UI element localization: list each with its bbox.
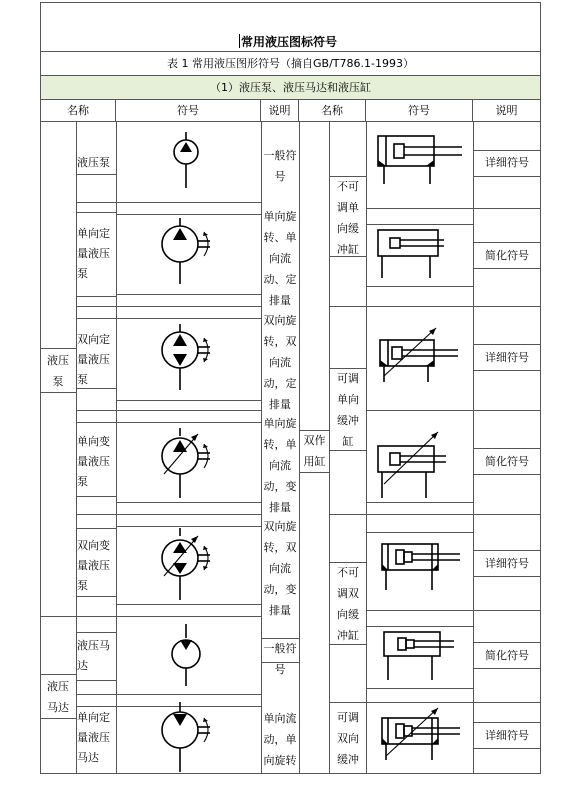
cylinder-adjustable-detailed-icon <box>374 322 466 388</box>
cyl-desc-5: 详细符号 <box>485 557 529 570</box>
item-desc-motor-unidir-fixed: 单向流 动，单 向旋转 <box>263 712 297 767</box>
cylinder-double-adjustable-detailed-icon <box>374 702 466 774</box>
item-name-pump-bidir-fixed: 双向定 量液压 泵 <box>77 333 110 386</box>
cyl-desc-4: 简化符号 <box>485 455 529 468</box>
pump-bidirectional-fixed-icon <box>160 324 230 394</box>
group-label-pump: 液压 泵 <box>47 354 69 388</box>
subgroup-label-adjustable-double-cushion: 可调 双向 缓冲 <box>337 711 359 766</box>
item-desc-pump-general: 一般符 号 <box>263 149 297 183</box>
cylinder-double-detailed-icon <box>374 534 466 594</box>
cylinder-simplified-icon <box>374 226 466 286</box>
item-name-pump-unidir-var: 单向变 量液压 泵 <box>77 435 110 488</box>
subgroup-label-adjustable-single-cushion: 可调 单向 缓冲 缸 <box>337 372 359 448</box>
cylinder-double-simplified-icon <box>374 624 466 684</box>
section-heading: （1）液压泵、液压马达和液压缸 <box>40 76 541 100</box>
cylinder-adjustable-simplified-icon <box>374 426 466 506</box>
motor-general-icon <box>166 624 206 688</box>
motor-unidirectional-fixed-icon <box>160 702 230 772</box>
cyl-desc-2: 简化符号 <box>485 249 529 262</box>
item-name-motor-general: 液压马 达 <box>77 639 110 672</box>
subgroup-label-nonadjustable-double-cushion: 不可 调双 向缓 冲缸 <box>337 566 359 642</box>
table-caption: 表 1 常用液压图形符号（摘自GB/T786.1-1993） <box>40 52 541 76</box>
pump-bidirectional-variable-icon <box>160 524 230 604</box>
header-name-left: 名称 <box>40 100 116 122</box>
item-name-pump-unidir-fixed: 单向定 量液压 泵 <box>77 227 110 280</box>
pump-unidirectional-variable-icon <box>160 424 230 504</box>
cyl-desc-7: 详细符号 <box>485 729 529 742</box>
pump-general-icon <box>166 132 206 192</box>
document-page <box>40 2 541 774</box>
cyl-desc-3: 详细符号 <box>485 351 529 364</box>
header-symbol-left: 符号 <box>116 100 261 122</box>
item-desc-pump-unidir-fixed: 单向旋 转、单 向流 动、定 排量 <box>263 210 297 307</box>
header-desc-left: 说明 <box>261 100 299 122</box>
group-label-double-acting-cylinder: 双作 用缸 <box>303 434 326 468</box>
text-cursor <box>239 34 240 48</box>
cylinder-detailed-icon <box>374 130 466 190</box>
header-desc-right: 说明 <box>473 100 541 122</box>
header-symbol-right: 符号 <box>366 100 473 122</box>
document-title-box <box>40 2 541 52</box>
cyl-desc-6: 简化符号 <box>485 649 529 662</box>
cyl-desc-1: 详细符号 <box>485 156 529 169</box>
item-name-pump-general: 液压泵 <box>77 156 110 169</box>
header-name-right: 名称 <box>299 100 366 122</box>
pump-unidirectional-fixed-icon <box>160 218 230 288</box>
item-name-motor-unidir-fixed: 单向定 量液压 马达 <box>77 711 110 764</box>
group-label-motor: 液压 马达 <box>47 680 69 714</box>
item-name-pump-bidir-var: 双向变 量液压 泵 <box>77 539 110 592</box>
item-desc-pump-bidir-var: 双向旋 转，双 向流 动，变 排量 <box>263 520 297 617</box>
item-desc-pump-bidir-fixed: 双向旋 转，双 向流 动，定 排量 <box>263 314 297 411</box>
document-title: 常用液压图标符号 <box>241 35 338 49</box>
item-desc-motor-general: 一般符 号 <box>263 642 297 676</box>
item-desc-pump-unidir-var: 单向旋 转，单 向流 动，变 排量 <box>263 417 297 514</box>
subgroup-label-nonadjustable-single-cushion: 不可 调单 向缓 冲缸 <box>337 180 359 256</box>
